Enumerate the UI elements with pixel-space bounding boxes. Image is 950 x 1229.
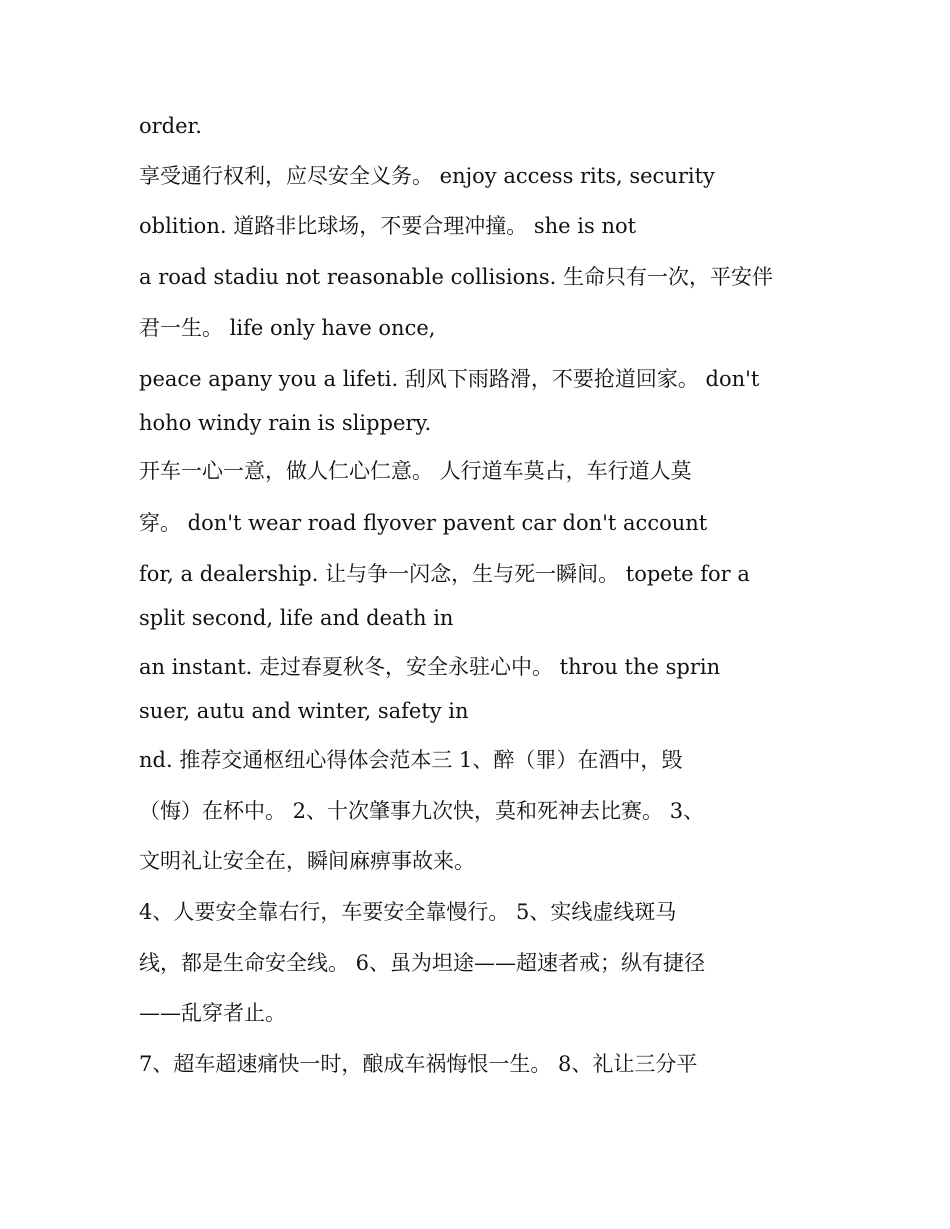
text-line: suer, autu and winter, safety in	[139, 699, 469, 723]
text-line: peace apany you a lifeti. 刮风下雨路滑，不要抢道回家。 don't	[139, 367, 760, 391]
text-line: 文明礼让安全在，瞬间麻痹事故来。	[139, 849, 475, 873]
text-line: 7、超车超速痛快一时，酿成车祸悔恨一生。 8、礼让三分平	[139, 1052, 698, 1076]
text-line: ——乱穿者止。	[139, 1001, 286, 1025]
text-line: （悔）在杯中。 2、十次肇事九次快，莫和死神去比赛。 3、	[139, 799, 705, 823]
text-line: split second, life and death in	[139, 606, 454, 630]
text-line: for, a dealership. 让与争一闪念，生与死一瞬间。 topete for a	[139, 562, 750, 586]
text-line: 4、人要安全靠右行，车要安全靠慢行。 5、实线虚线斑马	[139, 900, 677, 924]
text-line: an instant. 走过春夏秋冬，安全永驻心中。 throu the sprin	[139, 655, 721, 679]
text-line: order.	[139, 114, 202, 138]
text-line: 享受通行权利，应尽安全义务。 enjoy access rits, security	[139, 164, 715, 188]
text-line: nd. 推荐交通枢纽心得体会范本三 1、醉（罪）在酒中，毁	[139, 748, 683, 772]
text-line: 线，都是生命安全线。 6、虽为坦途——超速者戒；纵有捷径	[139, 951, 706, 975]
text-line: oblition. 道路非比球场，不要合理冲撞。 she is not	[139, 214, 637, 238]
text-line: a road stadiu not reasonable collisions. 生命只有一次，平安伴	[139, 265, 773, 289]
text-line: 穿。 don't wear road flyover pavent car don't account	[139, 511, 708, 535]
text-line: hoho windy rain is slippery.	[139, 411, 432, 435]
text-line: 开车一心一意，做人仁心仁意。 人行道车莫占，车行道人莫	[139, 459, 692, 483]
text-line: 君一生。 life only have once,	[139, 316, 436, 340]
